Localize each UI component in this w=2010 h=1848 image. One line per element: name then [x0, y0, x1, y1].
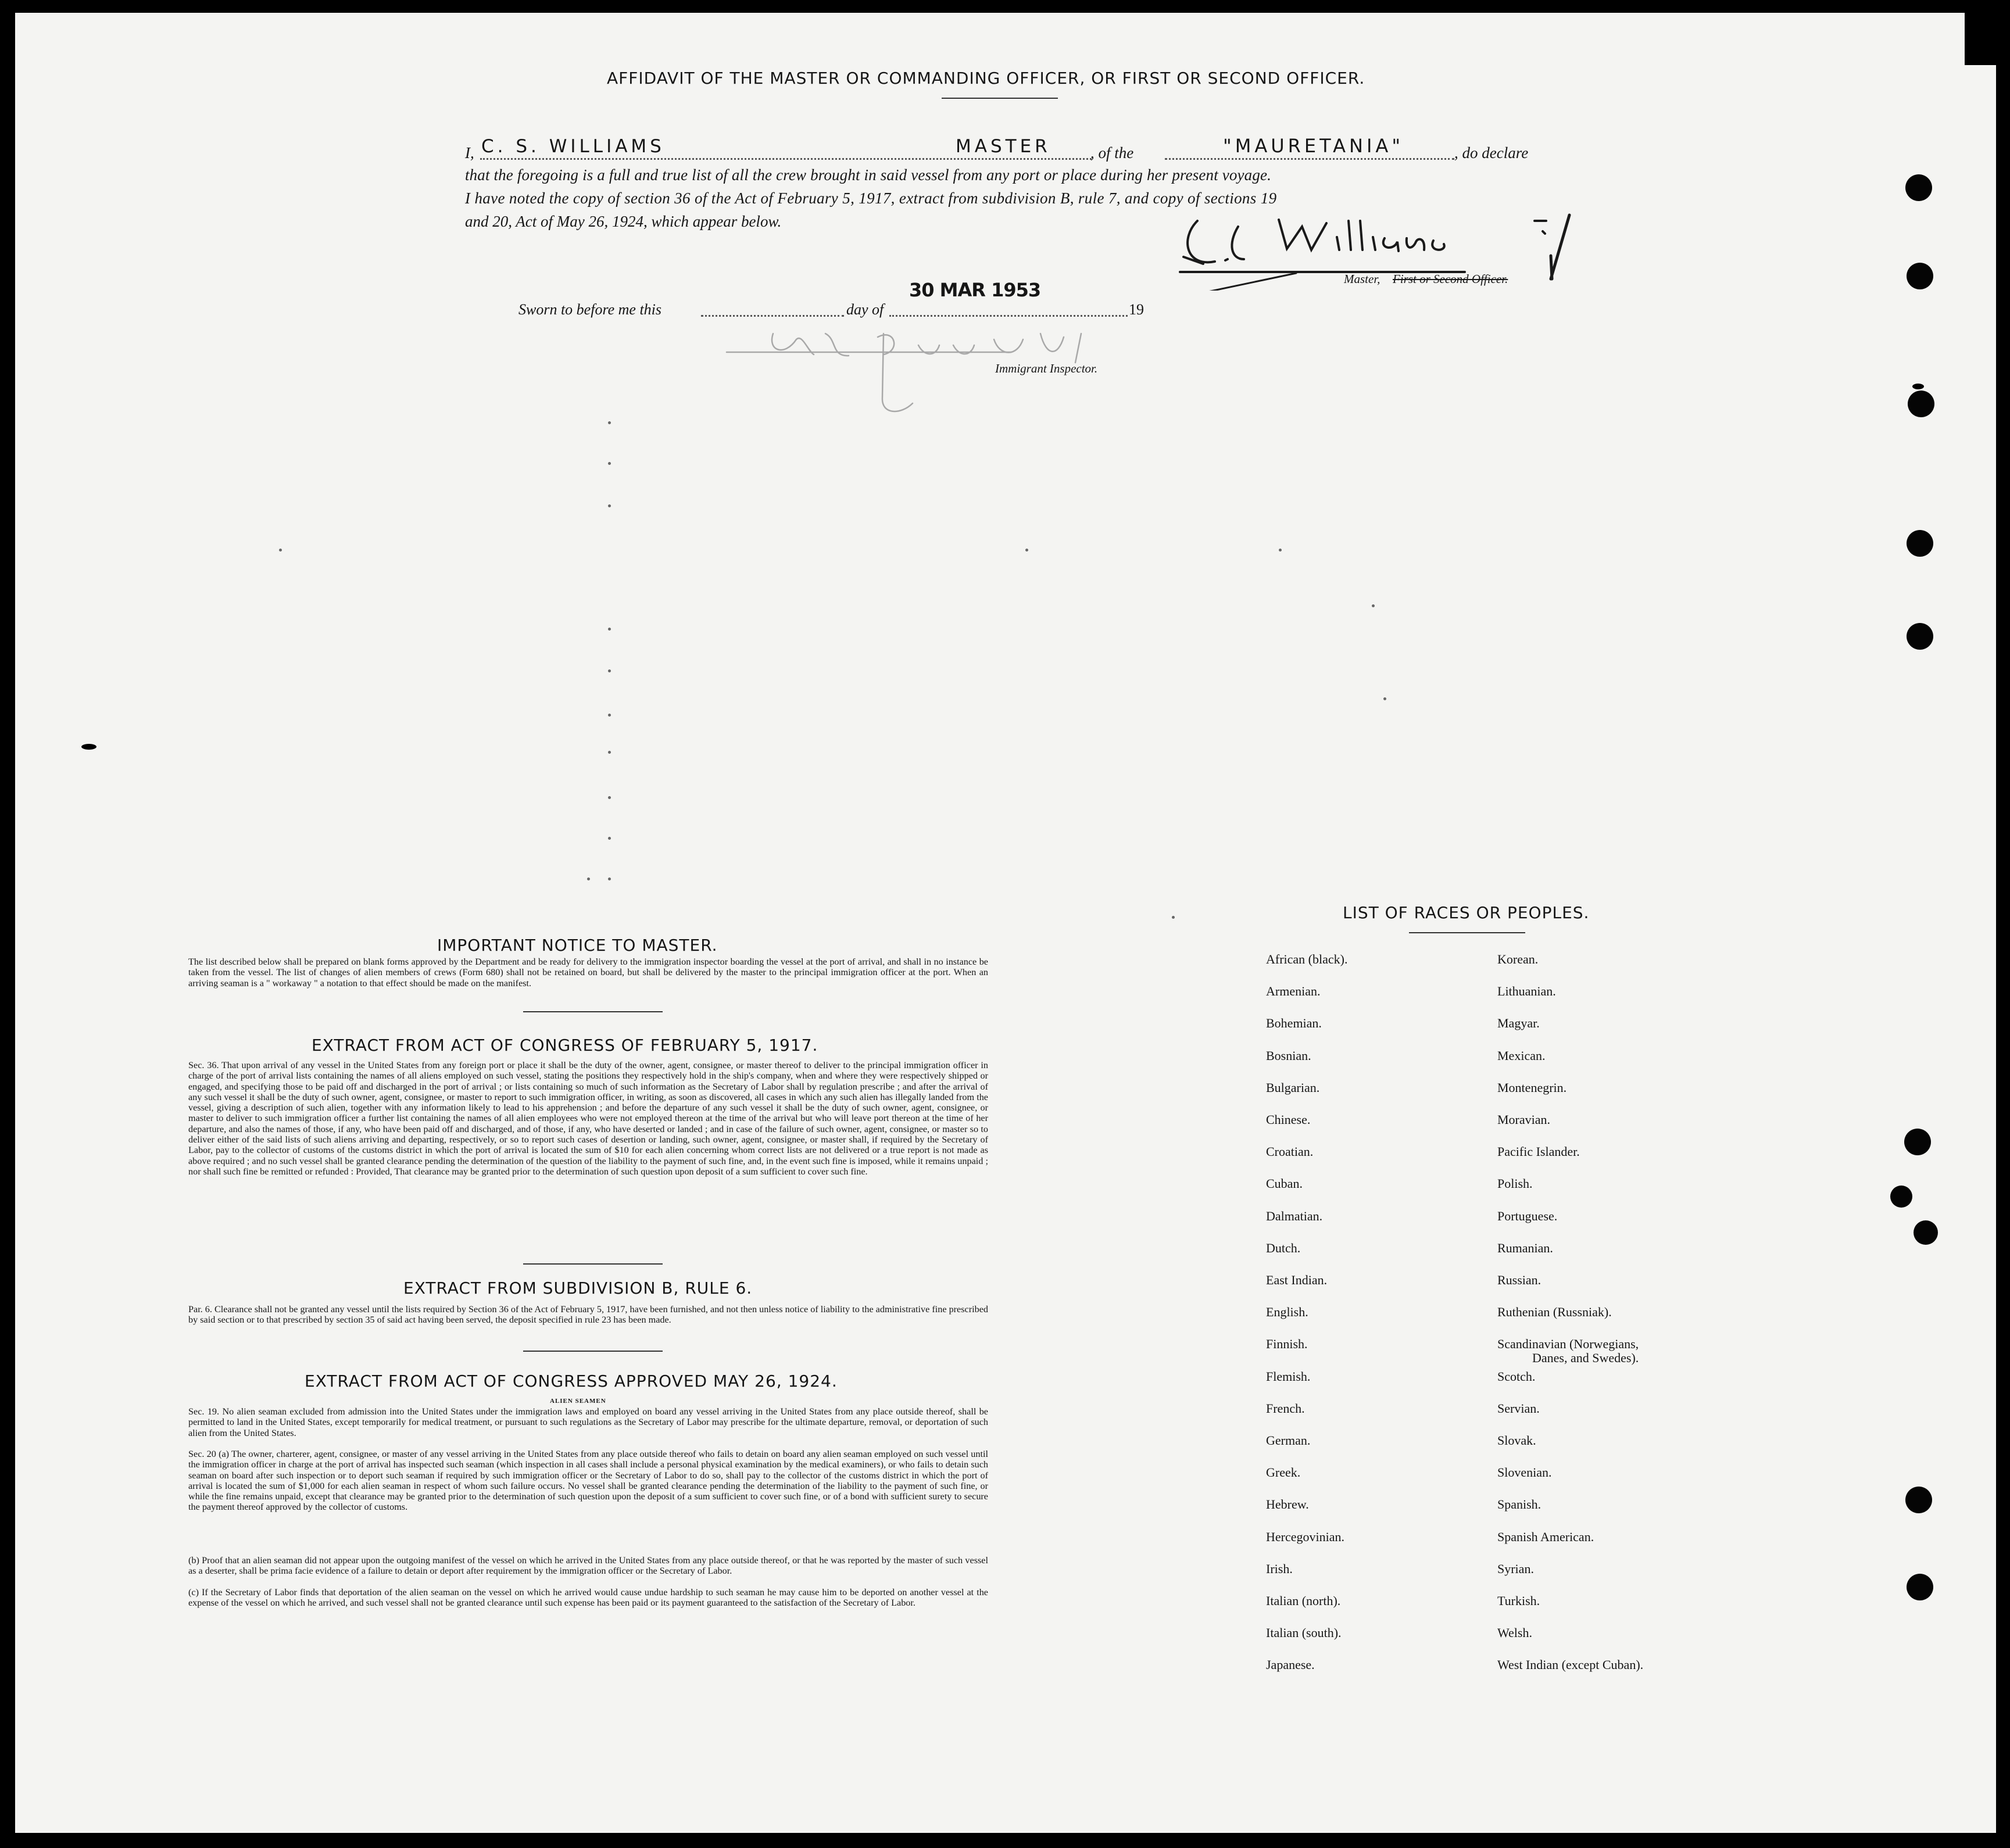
race-item: Magyar. [1497, 1016, 1540, 1031]
form-dot [1279, 549, 1282, 551]
race-item: Armenian. [1266, 984, 1321, 999]
race-item: Bohemian. [1266, 1016, 1322, 1031]
form-dot [608, 628, 611, 631]
rank-value[interactable]: MASTER [956, 136, 1051, 157]
affidavit-line-2: that the foregoing is a full and true list of all the crew brought in said vessel from any port or place during her present voyage. [465, 166, 1272, 184]
sec-20b-text: (b) Proof that an alien seaman did not appear upon the outgoing manifest of the vessel on which he arrived in the United States from any place outside thereof, or that he was reported by the master of such vessel as a deserter, shall be prima facie evidence of a failure to detain or deport after requirement by the immigration officer or the Secretary of Labor. [188, 1555, 988, 1577]
race-item: Bosnian. [1266, 1048, 1311, 1063]
form-dot [608, 421, 611, 424]
race-item: Servian. [1497, 1401, 1540, 1416]
punch-hole [1905, 1487, 1932, 1513]
race-item: West Indian (except Cuban). [1497, 1657, 1644, 1672]
do-declare-label: , do declare [1454, 144, 1529, 162]
extract-1924-heading: EXTRACT FROM ACT OF CONGRESS APPROVED MAY 26, 1924. [305, 1371, 838, 1391]
subdivision-b-text: Par. 6. Clearance shall not be granted any vessel until the lists required by Section 36 of the Act of February 5, 1917, have been furnished, and not then unless notice of liability to the administrative fine prescribed by said section or to that prescribed by section 35 of said act having been served, the deposit specified in rule 23 has been made. [188, 1304, 988, 1326]
sworn-label: Sworn to before me this [518, 301, 662, 318]
form-dot [279, 549, 282, 551]
divider [523, 1351, 663, 1352]
form-dot [608, 669, 611, 672]
affidavit-line-3: I have noted the copy of section 36 of the Act of February 5, 1917, extract from subdivision B, rule 7, and copy of sections 19 [465, 189, 1277, 207]
vessel-name-value[interactable]: "MAURETANIA" [1223, 135, 1404, 157]
notice-text: The list described below shall be prepared on blank forms approved by the Department and be ready for delivery to the immigration inspector boarding the vessel at the port of arrival, and shall in no instance be taken from the vessel. The list of changes of alien members of crews (Form 680) shall not be retained on board, but shall be delivered by the master to the principal immigration officer at the port. When an arriving seaman is a " workaway " a notation to that effect should be made on the manifest. [188, 957, 988, 989]
subdivision-b-heading: EXTRACT FROM SUBDIVISION B, RULE 6. [403, 1278, 753, 1298]
race-item: Polish. [1497, 1176, 1533, 1191]
race-item: Rumanian. [1497, 1240, 1553, 1255]
punch-hole [1907, 623, 1933, 650]
edge-tab [1965, 13, 1996, 65]
race-item: Spanish. [1497, 1497, 1542, 1512]
affidavit-heading: AFFIDAVIT OF THE MASTER OR COMMANDING OFFICER, OR FIRST OR SECOND OFFICER. [607, 69, 1365, 88]
divider [523, 1263, 663, 1265]
date-stamp: 30 MAR 1953 [909, 279, 1041, 301]
punch-hole [1907, 1574, 1933, 1600]
race-item: Cuban. [1266, 1176, 1303, 1191]
race-item: Scotch. [1497, 1369, 1536, 1384]
struck-officer-label: First or Second Officer. [1393, 272, 1508, 286]
form-dot [608, 462, 611, 465]
vessel-field-line [1165, 158, 1454, 160]
race-item: African (black). [1266, 952, 1348, 966]
inspector-label: Immigrant Inspector. [995, 361, 1098, 375]
race-item: Scandinavian (Norwegians, [1497, 1337, 1639, 1352]
day-of-label: day of [846, 301, 884, 318]
punch-hole [1904, 1129, 1931, 1155]
race-item: Chinese. [1266, 1112, 1311, 1127]
race-item: East Indian. [1266, 1273, 1328, 1287]
punch-hole [1907, 263, 1933, 289]
race-item: Slovak. [1497, 1433, 1536, 1448]
race-item: Spanish American. [1497, 1529, 1594, 1544]
form-dot [1172, 916, 1175, 919]
punch-hole [1890, 1186, 1912, 1208]
divider [1409, 932, 1525, 933]
race-item: Turkish. [1497, 1593, 1540, 1608]
name-field-line [480, 158, 1092, 160]
of-the-label: , of the [1090, 144, 1134, 162]
races-heading: LIST OF RACES OR PEOPLES. [1343, 903, 1590, 922]
sec-19-text: Sec. 19. No alien seaman excluded from admission into the United States under the immigration laws and employed on board any vessel arriving in the United States from any place outside thereof, shall be permitted to land in the United States, except temporarily for medical treatment, or pursuant to such regulations as the Secretary of Labor may prescribe for the ultimate departure, removal, or deportation of such alien from the United States. [188, 1406, 988, 1438]
extract-1917-text: Sec. 36. That upon arrival of any vessel in the United States from any foreign port or place it shall be the duty of the owner, agent, consignee, or master thereof to deliver to the principal immigration officer in charge of the port of arrival lists containing the names of all aliens employed on such vessel, stating the positions they respectively hold in the ship's company, when and where they were respectively shipped or engaged, and specifying those to be paid off and discharged in the port of arrival ; or lists containing so much of such information as the Secretary of Labor shall by regulation prescribe ; and after the arrival of any such vessel it shall be the duty of such owner, agent, consignee, or master to report to such immigration officer, in writing, as soon as discovered, all cases in which any such alien has illegally landed from the vessel, giving a description of such alien, together with any information likely to lead to his apprehension ; and before the departure of any such vessel it shall be the duty of such owner, agent, consignee, or master to deliver to such immigration officer a further list containing the names of all alien employees who were not employed thereon at the time of the arrival but who will leave port thereon at the time of her departure, and also the names of those, if any, who have been paid off and discharged, and of those, if any, who have deserted or landed ; and in case of the failure of such owner, agent, consignee, or master so to deliver either of the said lists of such aliens arriving and departing, respectively, or so to report such cases of desertion or landing, such owner, agent, consignee, or master shall, if required by the Secretary of Labor, pay to the collector of customs of the customs district in which the port of arrival is located the sum of $10 for each alien concerning whom correct lists are not delivered or a true report is not made as above required ; and no such vessel shall be granted clearance pending the determination of the question of the liability to the payment of such fine, and, in the event such fine is imposed, while it remains unpaid ; nor shall such fine be remitted or refunded : Provided, That clearance may be granted prior to the determination of such question upon deposit of a sum sufficient to cover such fine. [188, 1060, 988, 1177]
form-dot [608, 878, 611, 880]
divider [942, 98, 1058, 99]
race-item: Lithuanian. [1497, 984, 1556, 999]
race-item: Hercegovinian. [1266, 1529, 1344, 1544]
race-item: German. [1266, 1433, 1311, 1448]
race-item: Korean. [1497, 952, 1539, 966]
race-item: Italian (south). [1266, 1625, 1342, 1641]
race-item: Mexican. [1497, 1048, 1546, 1063]
master-label: Master, [1344, 272, 1380, 286]
master-name-value[interactable]: C. S. WILLIAMS [481, 136, 665, 157]
edge-tab [1912, 384, 1924, 389]
race-item: Russian. [1497, 1273, 1542, 1287]
race-item: Bulgarian. [1266, 1080, 1320, 1095]
form-dot [608, 837, 611, 840]
form-dot [608, 714, 611, 717]
sec-20a-text: Sec. 20 (a) The owner, charterer, agent, consignee, or master of any vessel arriving in the United States from any place outside thereof who fails to detain on board any alien seaman employed on such vessel until the immigration officer in charge at the port of arrival has inspected such seaman (which inspection in all cases shall include a personal physical examination by the medical examiners), or who fails to detain such seaman on board after such inspection or to deport such seaman if required by such immigration officer or the Secretary of Labor to do so, shall pay to the collector of the customs district in which the port of arrival is located the sum of $1,000 for each alien seaman in respect of whom such failure occurs. No vessel shall be granted clearance pending the determination of the liability to the payment of such fine, or while the fine remains unpaid, except that clearance may be granted prior to the determination of such question upon the deposit of a sum sufficient to cover such fine, or of a bond with sufficient surety to secure the payment thereof approved by the collector of customs. [188, 1449, 988, 1513]
form-dot [1383, 697, 1386, 700]
alien-seamen-subheading: ALIEN SEAMEN [550, 1398, 606, 1405]
race-item: Japanese. [1266, 1657, 1315, 1672]
extract-1917-heading: EXTRACT FROM ACT OF CONGRESS OF FEBRUARY 5, 1917. [312, 1036, 818, 1055]
race-item: Slovenian. [1497, 1465, 1552, 1480]
race-item: Syrian. [1497, 1561, 1534, 1576]
race-item-continuation: Danes, and Swedes). [1532, 1351, 1639, 1365]
race-item: Montenegrin. [1497, 1080, 1567, 1095]
form-dot [608, 504, 611, 507]
race-item: Ruthenian (Russniak). [1497, 1305, 1612, 1320]
form-dot [587, 878, 590, 880]
race-item: Finnish. [1266, 1337, 1308, 1352]
race-item: Hebrew. [1266, 1497, 1309, 1512]
edge-mark [81, 744, 96, 750]
race-item: Italian (north). [1266, 1593, 1341, 1608]
form-dot [608, 751, 611, 754]
punch-hole [1914, 1220, 1938, 1245]
i-label: I, [465, 144, 474, 162]
race-item: English. [1266, 1305, 1308, 1320]
race-item: Dalmatian. [1266, 1208, 1323, 1223]
race-item: Irish. [1266, 1561, 1293, 1576]
form-dot [1372, 604, 1375, 607]
race-item: French. [1266, 1401, 1305, 1416]
race-item: Croatian. [1266, 1144, 1314, 1159]
year-prefix: 19 [1129, 301, 1144, 318]
divider [523, 1011, 663, 1012]
race-item: Welsh. [1497, 1625, 1532, 1641]
race-item: Portuguese. [1497, 1208, 1558, 1223]
race-item: Flemish. [1266, 1369, 1311, 1384]
race-item: Pacific Islander. [1497, 1144, 1580, 1159]
race-item: Greek. [1266, 1465, 1301, 1480]
punch-hole [1907, 530, 1933, 557]
punch-hole [1905, 174, 1932, 201]
punch-hole [1908, 391, 1934, 417]
notice-heading: IMPORTANT NOTICE TO MASTER. [437, 936, 718, 955]
race-item: Dutch. [1266, 1240, 1301, 1255]
form-dot [608, 796, 611, 799]
affidavit-line-4: and 20, Act of May 26, 1924, which appear below. [465, 213, 782, 230]
race-item: Moravian. [1497, 1112, 1551, 1127]
sec-20c-text: (c) If the Secretary of Labor finds that deportation of the alien seaman on the vessel on which he arrived would cause undue hardship to such seaman he may cause him to be deported on another vessel at the expense of the vessel on which he arrived, and such vessel shall not be granted clearance until such expense has been paid or its payment guaranteed to the satisfaction of the Secretary of Labor. [188, 1587, 988, 1609]
form-dot [1025, 549, 1028, 551]
